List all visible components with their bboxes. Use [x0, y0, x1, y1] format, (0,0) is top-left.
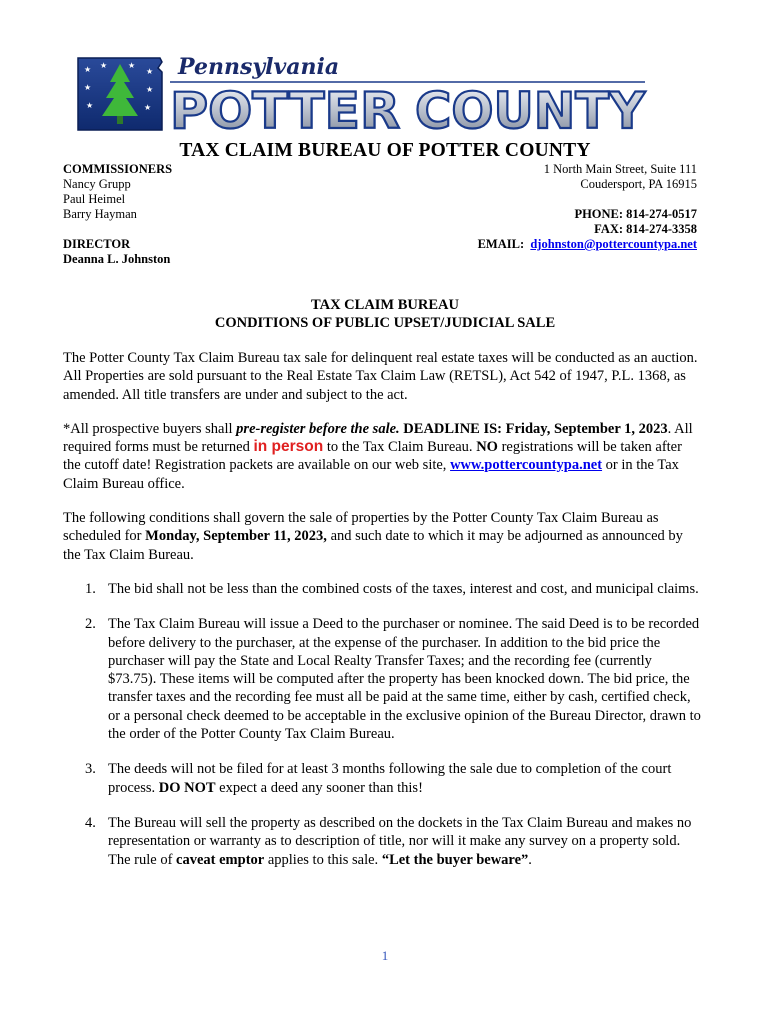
email-label: EMAIL:	[477, 237, 525, 251]
in-person-emphasis: in person	[253, 438, 324, 456]
commissioners-heading: COMMISSIONERS	[63, 162, 173, 176]
svg-text:★: ★	[144, 103, 152, 112]
email-link[interactable]: djohnston@pottercountypa.net	[530, 237, 697, 251]
logo-word-county: COUNTY	[415, 82, 646, 140]
phone: PHONE: 814-274-0517	[574, 207, 697, 221]
header-left	[63, 162, 172, 267]
subtitle-line2: CONDITIONS OF PUBLIC UPSET/JUDICIAL SALE	[214, 315, 556, 331]
svg-text:★: ★	[146, 67, 154, 76]
intro-paragraph: The Potter County Tax Claim Bureau tax sale for delinquent real estate taxes will be conducted as an auction. All Properties are sold pursuant to the Real Estate Tax Claim Law (RETSL), Act 542 of 1947, P.L. 1368, as amended. All title transfers are under and subject to the act.	[63, 350, 698, 403]
svg-text:★: ★	[128, 61, 136, 70]
director-name: Deanna L. Johnston	[63, 252, 171, 266]
list-item: 1. The bid shall not be less than the combined costs of the taxes, interest and cost, and municipal claims.	[85, 580, 699, 597]
address-line1: 1 North Main Street, Suite 111	[543, 162, 697, 176]
fax: FAX: 814-274-3358	[594, 222, 697, 236]
commissioner-name: Nancy Grupp	[63, 177, 131, 191]
logo-script-text: Pennsylvania	[178, 54, 340, 80]
potter-county-logo	[70, 52, 650, 142]
commissioner-name: Paul Heimel	[63, 192, 126, 206]
svg-text:★: ★	[146, 85, 154, 94]
address-line2: Coudersport, PA 16915	[580, 177, 697, 191]
svg-text:★: ★	[84, 65, 92, 74]
registration-paragraph: *All prospective buyers shall pre-register before the sale. DEADLINE IS: Friday, September 1, 2023. All required forms must be returned in person to the Tax Claim Bureau. NO registrations will be taken after the cutoff date! Registration packets are available on our web site, www.pottercountypa.net or in the Tax Claim Bureau office.	[63, 420, 693, 492]
svg-text:★: ★	[84, 83, 92, 92]
list-item: 4. The Bureau will sell the property as described on the dockets in the Tax Claim Bureau and makes no representation or warranty as to description of title, nor will it make any survey on a property sold. The rule of caveat emptor applies to this sale. “Let the buyer beware”.	[85, 814, 692, 868]
commissioner-name: Barry Hayman	[63, 207, 137, 221]
page-number: 1	[381, 948, 389, 963]
logo-word-potter: POTTER	[170, 82, 400, 140]
website-link[interactable]: www.pottercountypa.net	[450, 457, 603, 474]
subtitle-line1: TAX CLAIM BUREAU	[311, 297, 459, 313]
header-right	[478, 162, 697, 252]
list-item: 2. The Tax Claim Bureau will issue a Deed to the purchaser or nominee. The said Deed is to be recorded before delivery to the purchaser, at the expense of the purchaser. In addition to the bid price the purchaser will pay the State and Local Realty Transfer Taxes; and the recording fee (currently $73.75). These items will be computed after the property has been knocked down. The bid price, the transfer taxes and the recording fee must all be paid at the same time, either by cash, certified check, or a personal check deemed to be acceptable in the exclusive opinion of the Bureau Director, drawn to the order of the Potter County Tax Claim Bureau.	[85, 616, 701, 743]
conditions-list	[63, 580, 703, 869]
svg-text:★: ★	[86, 101, 94, 110]
svg-text:★: ★	[100, 61, 108, 70]
document-body	[63, 349, 703, 886]
list-item: 3. The deeds will not be filed for at least 3 months following the sale due to completion of the court process. DO NOT expect a deed any sooner than this!	[85, 761, 672, 796]
section-subtitle	[0, 296, 770, 332]
page-title: TAX CLAIM BUREAU OF POTTER COUNTY	[179, 140, 591, 161]
director-heading: DIRECTOR	[63, 237, 131, 251]
conditions-paragraph: The following conditions shall govern the sale of properties by the Potter County Tax Claim Bureau as scheduled for Monday, September 11, 2023, and such date to which it may be adjourned as announced by the Tax Claim Bureau.	[63, 510, 683, 563]
